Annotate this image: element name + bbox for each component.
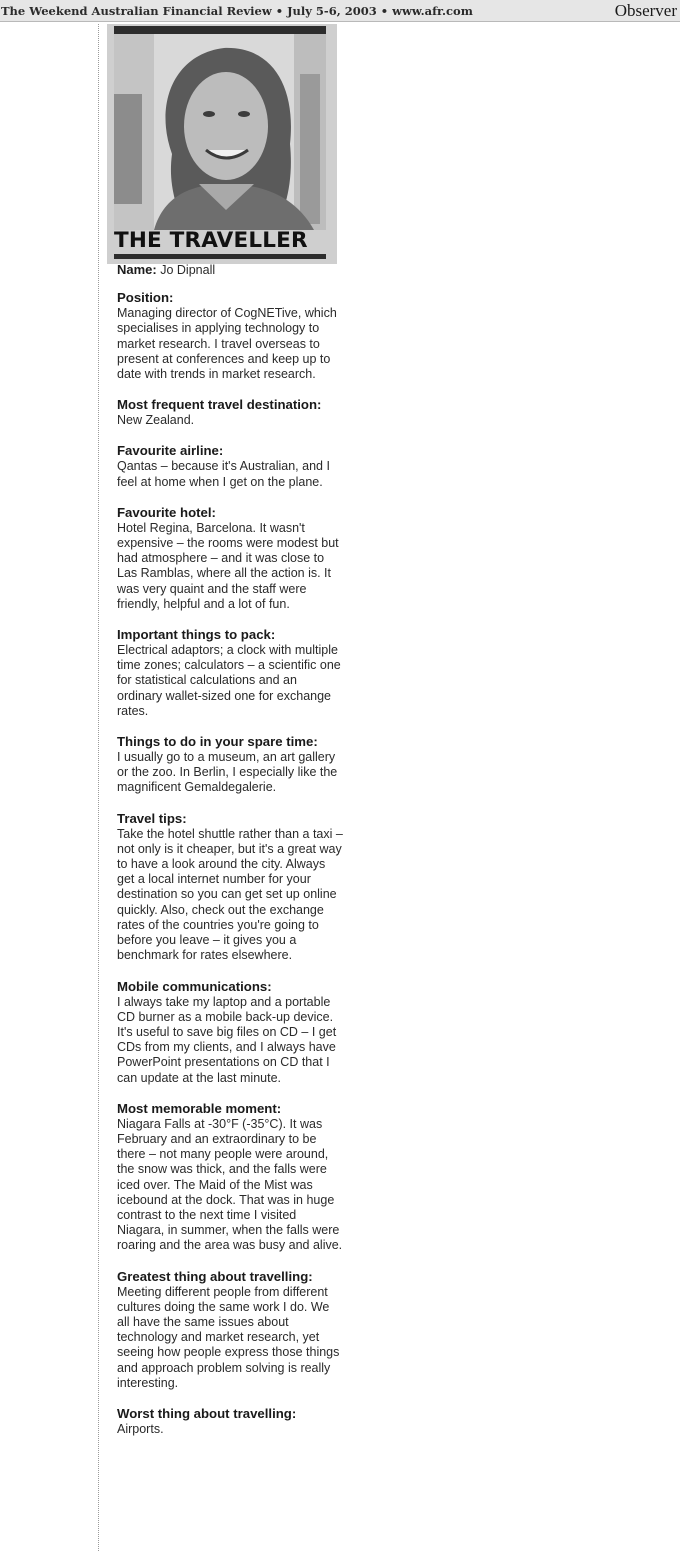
section-heading: Worst thing about travelling: [117, 1405, 297, 1421]
section-heading: Favourite airline: [117, 443, 224, 459]
traveller-profile [117, 262, 345, 1452]
section-heading: Important things to pack: [117, 627, 276, 643]
section-position [117, 290, 345, 382]
section-text: Take the hotel shuttle rather than a taxi – not only is it cheaper, but it's a great way to have a look around the city. Always get a local internet number for your destination so you can get set up online quickly. Also, check out the exchange rates of the countries you're going to before you leave – it gives you a benchmark for rates elsewhere. [117, 826, 343, 963]
section-heading: Most frequent travel destination: [117, 397, 322, 413]
section-text: New Zealand. [117, 413, 195, 428]
section-heading: Travel tips: [117, 810, 187, 826]
section-heading: Favourite hotel: [117, 504, 216, 520]
section-airline [117, 443, 345, 489]
name-line [117, 262, 345, 278]
section-mobile-communications [117, 979, 345, 1086]
section-text: Qantas – because it's Australian, and I feel at home when I get on the plane. [117, 459, 330, 489]
section-text: Hotel Regina, Barcelona. It wasn't expensive – the rooms were modest but had atmosphere – and it was close to Las Ramblas, where all the action is. It was very quaint and the staff were friendly, helpful and a lot of fun. [117, 520, 339, 611]
section-text: I always take my laptop and a portable CD burner as a mobile back-up device. It's useful to save big files on CD – I get CDs from my clients, and I always have PowerPoint presentations on CD that I can update at the last minute. [117, 994, 337, 1085]
publication-line: The Weekend Australian Financial Review • July 5-6, 2003 • www.afr.com [1, 4, 473, 18]
section-heading: Mobile communications: [117, 978, 272, 994]
section-spare-time [117, 734, 345, 796]
section-hotel [117, 505, 345, 612]
section-text: Meeting different people from different cultures doing the same work I do. We all have the same issues about technology and market research, yet seeing how people express those things and approach problem solving is really interesting. [117, 1284, 340, 1390]
section-text: Airports. [117, 1421, 164, 1436]
name-value: Jo Dipnall [160, 263, 216, 277]
photo-bottom-rule [114, 254, 326, 259]
section-heading: Things to do in your spare time: [117, 734, 318, 750]
portrait-illustration [114, 34, 326, 230]
section-greatest-thing [117, 1269, 345, 1391]
photo-top-rule [114, 26, 326, 34]
name-label: Name: [117, 262, 157, 277]
section-heading: Most memorable moment: [117, 1100, 282, 1116]
section-worst-thing [117, 1406, 345, 1437]
section-text: Managing director of CogNETive, which specialises in applying technology to market research. I travel overseas to present at conferences and keep up to date with trends in market research. [117, 306, 337, 382]
section-text: Electrical adaptors; a clock with multiple time zones; calculators – a scientific one for statistical calculations and an ordinary wallet-sized one for exchange rates. [117, 643, 341, 718]
section-text: I usually go to a museum, an art gallery or the zoo. In Berlin, I especially like the magnificent Gemaldegalerie. [117, 750, 338, 795]
section-memorable-moment [117, 1101, 345, 1254]
section-heading: Position: [117, 290, 174, 306]
section-travel-tips [117, 811, 345, 964]
section-packing [117, 627, 345, 719]
portrait-photo-block [107, 24, 337, 264]
section-text: Niagara Falls at -30°F (-35°C). It was February and an extraordinary to be there – not many people were around, the snow was thick, and the falls were iced over. The Maid of the Mist was icebound at the dock. That was in huge contrast to the next time I visited Niagara, in summer, when the falls were roaring and the area was busy and alive. [117, 1116, 343, 1253]
portrait-photo [114, 34, 326, 230]
masthead [0, 0, 680, 22]
section-destination [117, 397, 345, 428]
section-name: Observer [614, 1, 677, 20]
feature-title: THE TRAVELLER [114, 228, 308, 253]
section-heading: Greatest thing about travelling: [117, 1268, 313, 1284]
